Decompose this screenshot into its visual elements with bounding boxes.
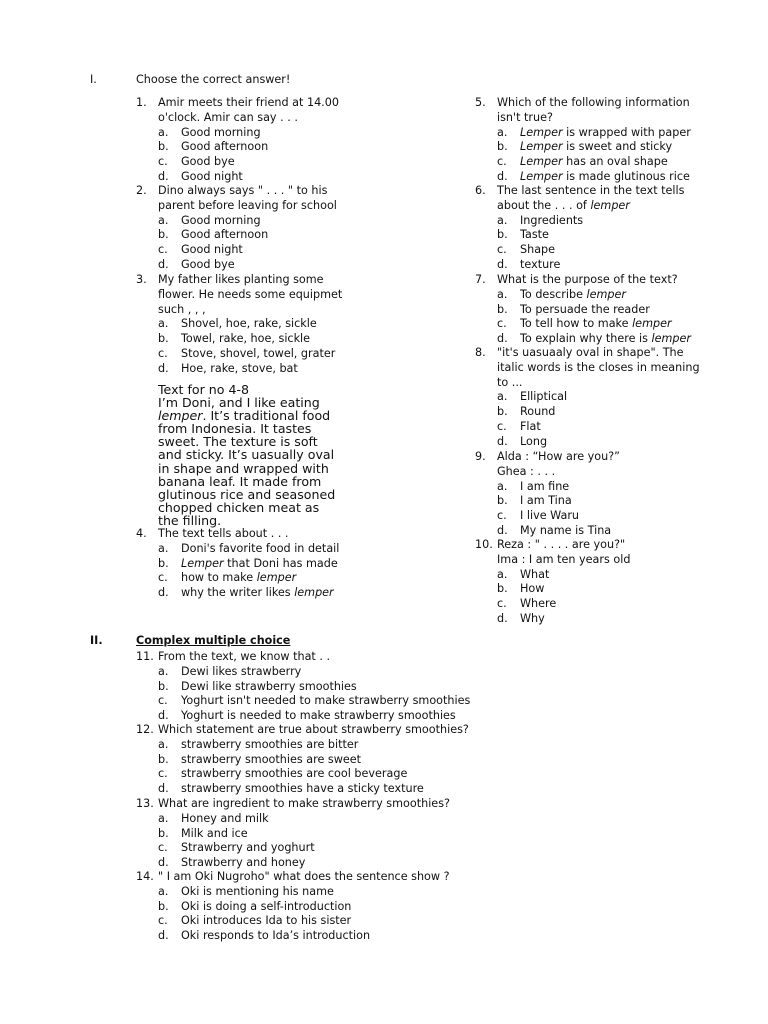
passage-line: chopped chicken meat as bbox=[158, 499, 320, 515]
answer-option[interactable]: Milk and ice bbox=[181, 826, 248, 840]
answer-option[interactable]: Round bbox=[520, 405, 556, 419]
question-stem: such , , , bbox=[158, 302, 206, 316]
option-letter: c. bbox=[158, 347, 168, 360]
option-letter: c. bbox=[497, 155, 507, 169]
option-letter: c. bbox=[497, 317, 507, 331]
question-stem: Which statement are true about strawberry smoothies? bbox=[158, 723, 469, 736]
question-stem: Dino always says " . . . " to his bbox=[158, 184, 328, 197]
option-letter: c. bbox=[158, 767, 168, 781]
answer-option[interactable]: To explain why there is lemper bbox=[520, 332, 692, 346]
option-letter: d. bbox=[158, 258, 169, 271]
question-number: 13. bbox=[136, 797, 154, 810]
question-stem: The text tells about . . . bbox=[158, 527, 289, 540]
italic-lemper: Lemper bbox=[520, 140, 563, 154]
answer-option[interactable]: Stove, shovel, towel, grater bbox=[181, 347, 336, 360]
passage-line: in shape and wrapped with bbox=[158, 460, 329, 476]
passage-line: the filling. bbox=[158, 512, 222, 528]
answer-option[interactable]: Good morning bbox=[181, 213, 261, 227]
answer-option[interactable]: Lemper is sweet and sticky bbox=[520, 140, 673, 154]
answer-option[interactable]: Lemper is made glutinous rice bbox=[520, 170, 690, 183]
question-stem: Amir meets their friend at 14.00 bbox=[158, 96, 339, 109]
option-letter: c. bbox=[158, 694, 168, 708]
passage-line: glutinous rice and seasoned bbox=[158, 486, 336, 502]
option-letter: c. bbox=[497, 420, 507, 433]
answer-option[interactable]: Oki is mentioning his name bbox=[181, 884, 334, 898]
question-stem: What are ingredient to make strawberry smoothies? bbox=[158, 797, 450, 810]
option-letter: d. bbox=[497, 170, 508, 183]
passage-line: I’m Doni, and I like eating bbox=[158, 395, 320, 411]
answer-option[interactable]: I am Tina bbox=[520, 494, 572, 508]
answer-option[interactable]: Taste bbox=[520, 228, 549, 242]
option-letter: d. bbox=[158, 361, 169, 375]
section-2-numeral: II. bbox=[90, 634, 103, 647]
answer-option[interactable]: What bbox=[520, 567, 550, 581]
passage-line: and sticky. It’s uasually oval bbox=[158, 447, 335, 463]
answer-option[interactable]: Good morning bbox=[181, 125, 261, 139]
answer-option[interactable]: Doni's favorite food in detail bbox=[181, 541, 340, 555]
option-letter: d. bbox=[158, 782, 169, 796]
option-letter: d. bbox=[497, 524, 508, 537]
answer-option[interactable]: Oki introduces Ida to his sister bbox=[181, 914, 352, 928]
option-letter: d. bbox=[497, 612, 508, 625]
option-letter: a. bbox=[158, 213, 169, 227]
option-letter: b. bbox=[497, 494, 508, 508]
option-letter: b. bbox=[497, 140, 508, 154]
answer-option[interactable]: My name is Tina bbox=[520, 524, 612, 537]
answer-option[interactable]: Why bbox=[520, 612, 545, 625]
question-stem: Reza : " . . . . are you?" bbox=[497, 538, 626, 551]
answer-option[interactable]: strawberry smoothies have a sticky texture bbox=[181, 782, 424, 796]
option-letter: a. bbox=[158, 317, 169, 331]
answer-option[interactable]: Good night bbox=[181, 170, 243, 183]
answer-option[interactable]: Good night bbox=[181, 243, 243, 257]
answer-option[interactable]: Shape bbox=[520, 243, 556, 257]
italic-lemper: Lemper bbox=[181, 556, 224, 570]
option-letter: b. bbox=[497, 405, 508, 419]
option-letter: b. bbox=[497, 228, 508, 242]
answer-option[interactable]: Lemper is wrapped with paper bbox=[520, 125, 691, 139]
option-letter: c. bbox=[497, 243, 507, 257]
answer-option[interactable]: I am fine bbox=[520, 479, 570, 493]
option-letter: b. bbox=[158, 332, 169, 346]
italic-lemper: lemper bbox=[632, 317, 672, 331]
question-number: 1. bbox=[136, 96, 147, 109]
question-number: 8. bbox=[475, 346, 486, 359]
option-letter: b. bbox=[158, 228, 169, 242]
option-letter: c. bbox=[158, 155, 168, 169]
answer-option[interactable]: To persuade the reader bbox=[520, 302, 650, 316]
passage-line-rest: . It’s traditional food bbox=[202, 408, 331, 424]
option-letter: b. bbox=[158, 140, 169, 154]
question-stem: italic words is the closes in meaning bbox=[497, 360, 700, 374]
question-stem: o'clock. Amir can say . . . bbox=[158, 110, 298, 124]
answer-option[interactable]: texture bbox=[520, 258, 561, 271]
option-letter: b. bbox=[158, 826, 169, 840]
passage-line: sweet. The texture is soft bbox=[158, 434, 318, 450]
option-letter: b. bbox=[158, 899, 169, 913]
passage-line: banana leaf. It made from bbox=[158, 473, 322, 489]
question-stem: Which of the following information bbox=[497, 96, 690, 109]
answer-option[interactable]: Long bbox=[520, 434, 548, 448]
section-1-numeral: I. bbox=[90, 73, 97, 86]
option-letter: b. bbox=[497, 582, 508, 596]
question-number: 12. bbox=[136, 723, 154, 736]
italic-lemper: lemper bbox=[590, 198, 630, 212]
option-letter: d. bbox=[158, 170, 169, 183]
question-stem: Alda : “How are you?” bbox=[497, 450, 620, 463]
answer-option[interactable]: Lemper that Doni has made bbox=[181, 556, 338, 570]
question-stem: parent before leaving for school bbox=[158, 198, 337, 212]
option-letter: d. bbox=[158, 586, 169, 600]
option-letter: a. bbox=[158, 125, 169, 139]
answer-option[interactable]: Good bye bbox=[181, 155, 235, 169]
question-stem: Ima : I am ten years old bbox=[497, 552, 631, 566]
answer-option[interactable]: Oki is doing a self-introduction bbox=[181, 899, 352, 913]
question-number: 7. bbox=[475, 273, 486, 286]
option-letter: a. bbox=[158, 737, 169, 751]
answer-option[interactable]: Yoghurt isn't needed to make strawberry smoothies bbox=[181, 694, 471, 708]
question-stem: about the . . . of lemper bbox=[497, 198, 630, 212]
question-number: 4. bbox=[136, 527, 147, 540]
option-letter: b. bbox=[158, 556, 169, 570]
italic-lemper: Lemper bbox=[520, 170, 563, 183]
question-number: 5. bbox=[475, 96, 486, 109]
question-stem: flower. He needs some equipmet bbox=[158, 287, 343, 301]
option-letter: a. bbox=[158, 541, 169, 555]
question-stem: isn't true? bbox=[497, 110, 553, 124]
question-stem: " I am Oki Nugroho" what does the sentence show ? bbox=[158, 870, 450, 883]
reading-passage bbox=[158, 383, 373, 527]
option-letter: c. bbox=[497, 509, 507, 523]
option-letter: d. bbox=[497, 258, 508, 271]
italic-lemper: lemper bbox=[651, 332, 692, 346]
answer-option[interactable]: To tell how to make lemper bbox=[520, 317, 672, 331]
option-letter: b. bbox=[158, 752, 169, 766]
answer-option[interactable]: To describe lemper bbox=[520, 287, 627, 301]
answer-option[interactable]: Oki responds to Ida’s introduction bbox=[181, 929, 371, 943]
answer-option[interactable]: Dewi like strawberry smoothies bbox=[181, 679, 357, 693]
italic-lemper: lemper bbox=[586, 287, 627, 301]
answer-option[interactable]: Yoghurt is needed to make strawberry smoothies bbox=[181, 709, 456, 723]
answer-option[interactable]: Elliptical bbox=[520, 390, 568, 404]
option-letter: d. bbox=[158, 856, 169, 870]
italic-lemper: lemper bbox=[294, 586, 334, 600]
question-number: 3. bbox=[136, 273, 147, 286]
answer-option[interactable]: Lemper has an oval shape bbox=[520, 155, 668, 169]
question-stem: What is the purpose of the text? bbox=[497, 273, 678, 286]
answer-option[interactable]: Good afternoon bbox=[181, 140, 269, 154]
answer-option[interactable]: why the writer likes lemper bbox=[181, 586, 334, 600]
question-stem: "it's uasuaaly oval in shape". The bbox=[497, 346, 684, 359]
answer-option[interactable]: Honey and milk bbox=[181, 811, 269, 825]
question-stem: The last sentence in the text tells bbox=[497, 184, 685, 197]
section-1-title: Choose the correct answer! bbox=[136, 73, 291, 86]
answer-option[interactable]: Flat bbox=[520, 420, 541, 433]
option-letter: a. bbox=[497, 125, 508, 139]
option-letter: a. bbox=[158, 811, 169, 825]
answer-option[interactable]: I live Waru bbox=[520, 509, 580, 523]
section-2-title: Complex multiple choice bbox=[136, 634, 291, 647]
italic-lemper: Lemper bbox=[520, 155, 563, 169]
answer-option[interactable]: how to make lemper bbox=[181, 571, 297, 585]
answer-option[interactable]: Good bye bbox=[181, 258, 235, 271]
option-letter: d. bbox=[158, 709, 169, 723]
option-letter: a. bbox=[497, 213, 508, 227]
option-letter: d. bbox=[497, 332, 508, 346]
question-stem: My father likes planting some bbox=[158, 273, 324, 286]
option-letter: d. bbox=[158, 929, 169, 943]
option-letter: a. bbox=[497, 390, 508, 404]
answer-option[interactable]: Strawberry and yoghurt bbox=[181, 841, 315, 855]
answer-option[interactable]: Ingredients bbox=[520, 213, 584, 227]
answer-option[interactable]: strawberry smoothies are cool beverage bbox=[181, 767, 408, 781]
answer-option[interactable]: strawberry smoothies are sweet bbox=[181, 752, 362, 766]
question-number: 11. bbox=[136, 650, 154, 663]
passage-line: from Indonesia. It tastes bbox=[158, 421, 312, 437]
italic-lemper: lemper bbox=[256, 571, 297, 585]
question-number: 10. bbox=[475, 538, 493, 551]
question-number: 6. bbox=[475, 184, 486, 197]
question-stem: to ... bbox=[497, 375, 523, 389]
answer-option[interactable]: strawberry smoothies are bitter bbox=[181, 737, 359, 751]
option-letter: a. bbox=[158, 884, 169, 898]
answer-option[interactable]: Strawberry and honey bbox=[181, 856, 306, 870]
question-stem: Ghea : . . . bbox=[497, 464, 556, 478]
option-letter: c. bbox=[158, 914, 168, 928]
italic-lemper: Lemper bbox=[520, 125, 563, 139]
answer-option[interactable]: Shovel, hoe, rake, sickle bbox=[181, 317, 317, 331]
option-letter: a. bbox=[497, 479, 508, 493]
passage-italic-word: lemper bbox=[158, 408, 203, 424]
question-stem: From the text, we know that . . bbox=[158, 650, 331, 663]
answer-option[interactable]: How bbox=[520, 582, 545, 596]
option-letter: c. bbox=[158, 243, 168, 257]
option-letter: a. bbox=[497, 287, 508, 301]
option-letter: a. bbox=[158, 664, 169, 678]
answer-option[interactable]: Where bbox=[520, 597, 557, 611]
option-letter: b. bbox=[158, 679, 169, 693]
option-letter: c. bbox=[497, 597, 507, 611]
answer-option[interactable]: Dewi likes strawberry bbox=[181, 664, 302, 678]
answer-option[interactable]: Towel, rake, hoe, sickle bbox=[181, 332, 311, 346]
question-number: 14. bbox=[136, 870, 154, 883]
option-letter: b. bbox=[497, 302, 508, 316]
option-letter: a. bbox=[497, 567, 508, 581]
option-letter: d. bbox=[497, 434, 508, 448]
question-number: 9. bbox=[475, 450, 486, 463]
answer-option[interactable]: Hoe, rake, stove, bat bbox=[181, 361, 298, 375]
option-letter: c. bbox=[158, 841, 168, 855]
question-number: 2. bbox=[136, 184, 147, 197]
option-letter: c. bbox=[158, 571, 168, 585]
answer-option[interactable]: Good afternoon bbox=[181, 228, 269, 242]
passage-heading: Text for no 4-8 bbox=[158, 382, 250, 397]
